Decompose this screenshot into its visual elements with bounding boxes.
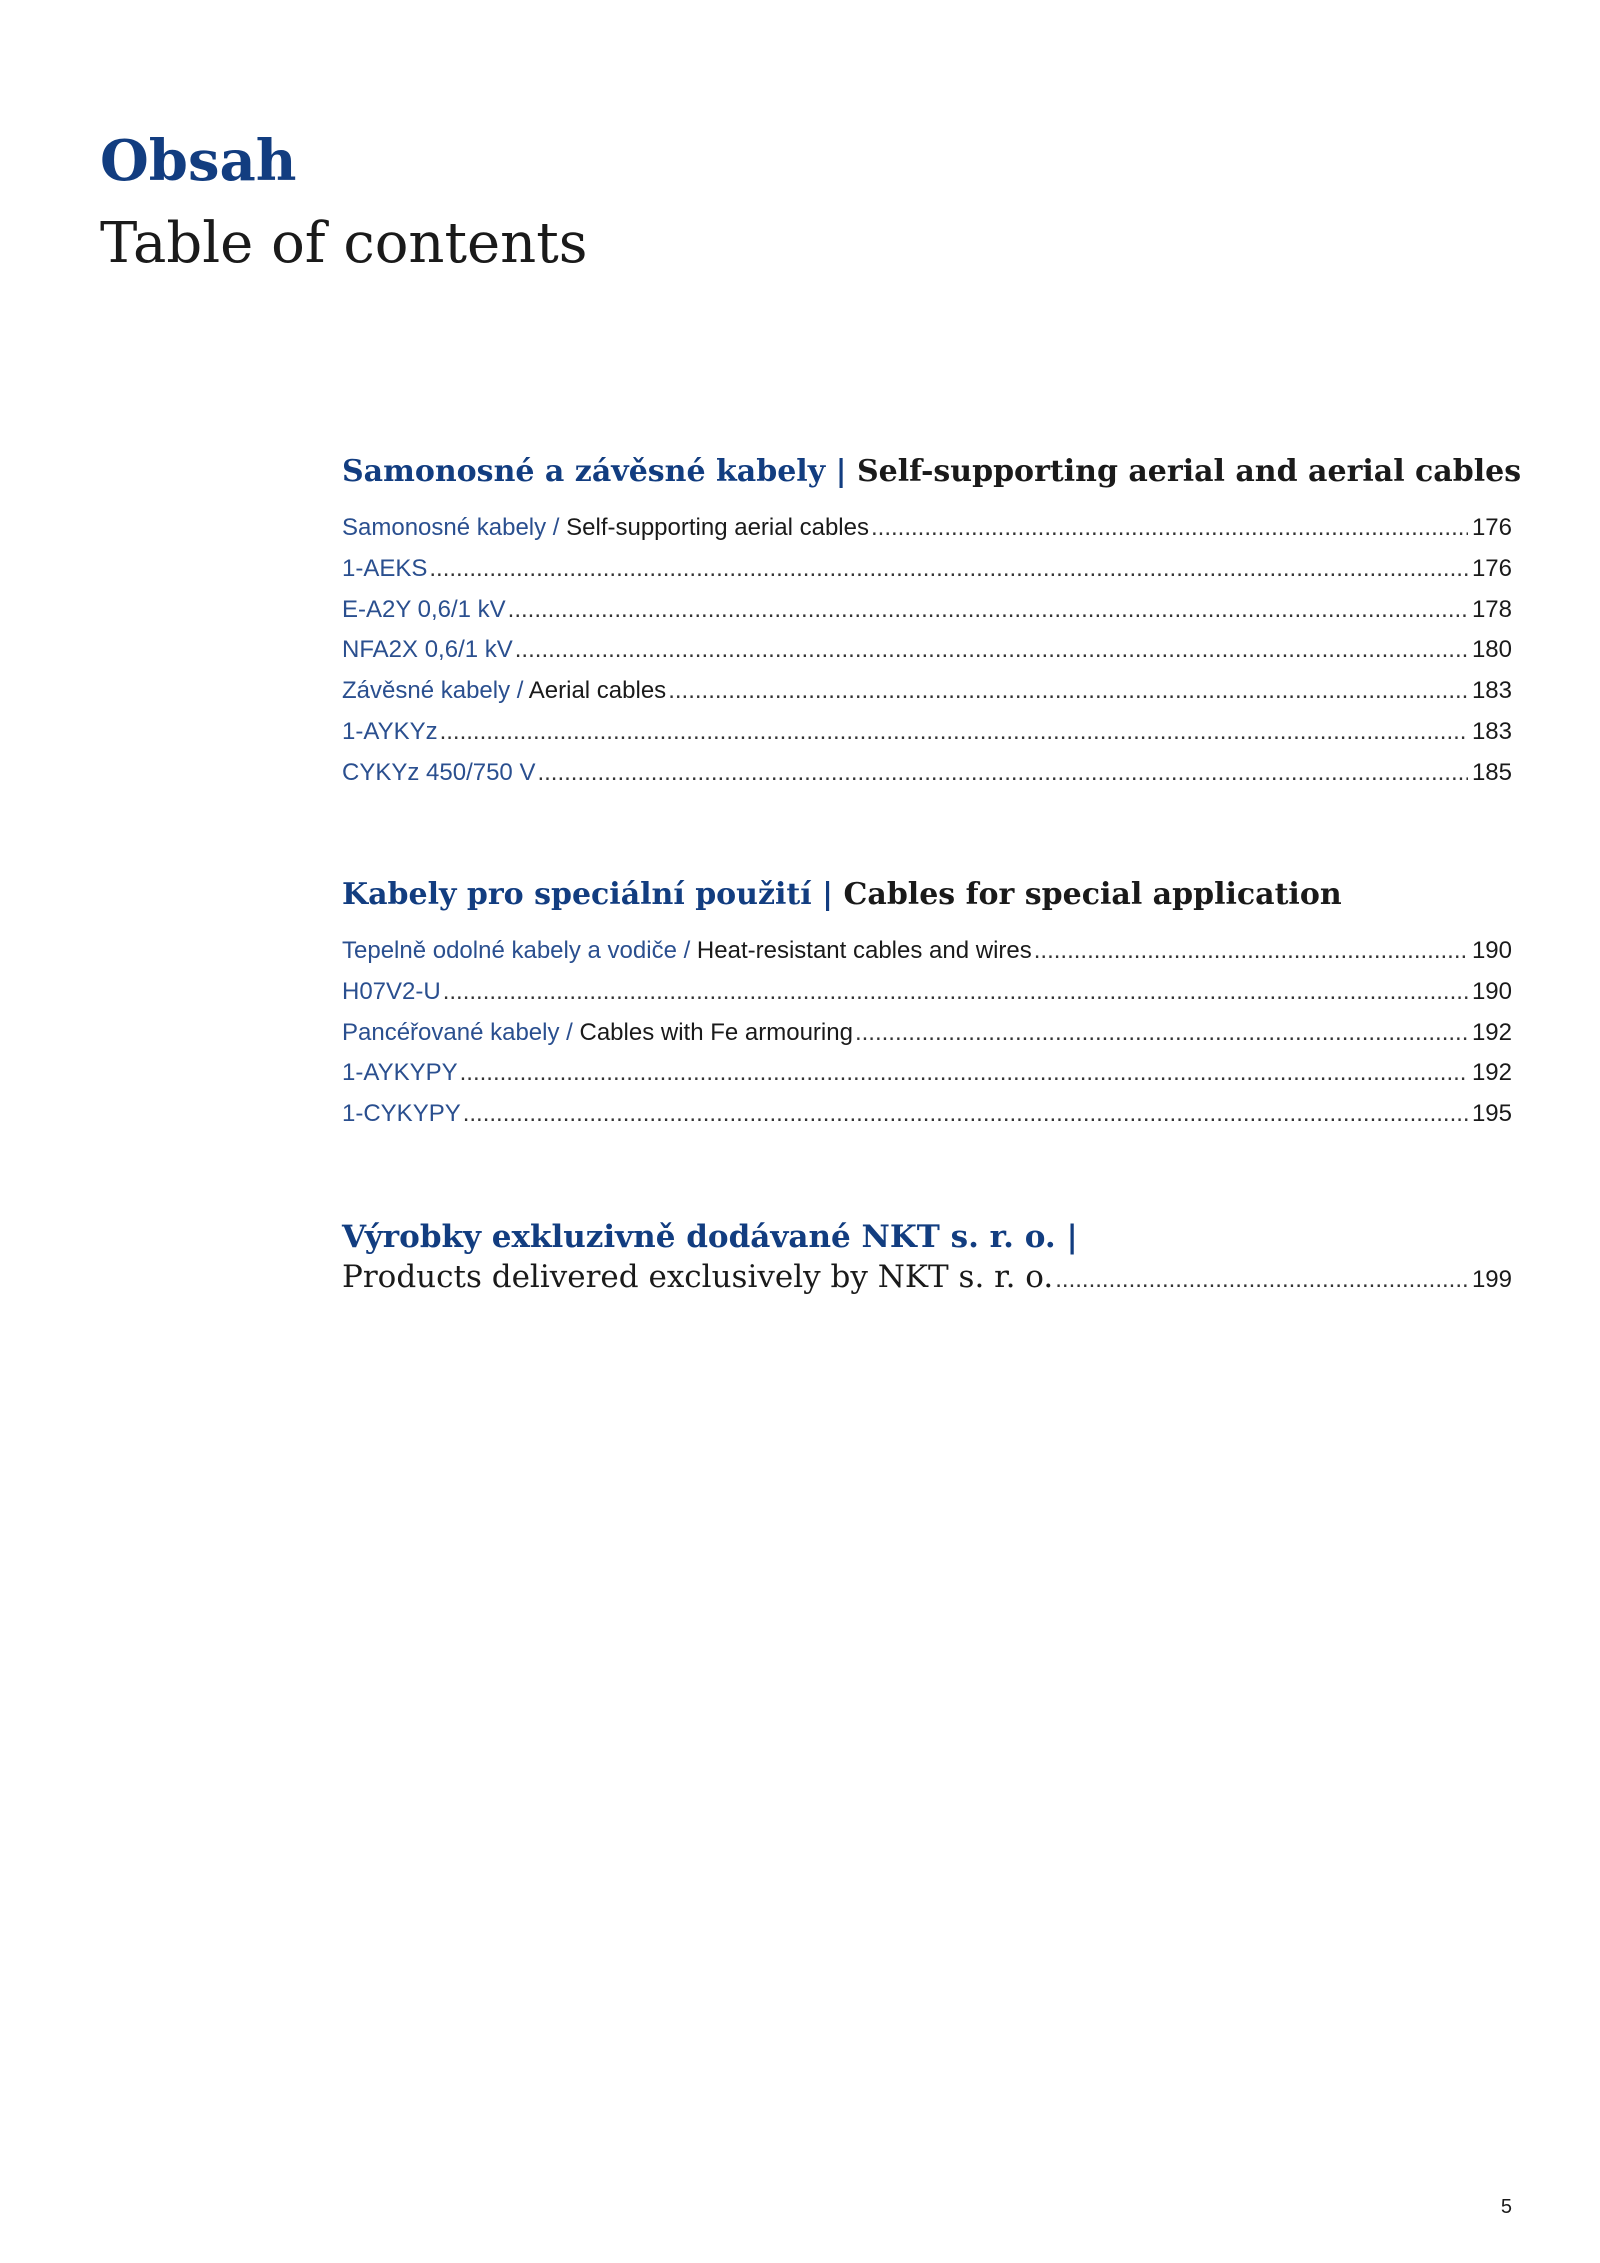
dot-leader (1034, 931, 1468, 972)
entry-page-number: 192 (1471, 1018, 1512, 1046)
section-heading-czech: Kabely pro speciální použití (342, 877, 812, 912)
section-heading (342, 1215, 1512, 1259)
toc-section-special-application (342, 873, 1512, 1135)
entry-page-number: 178 (1471, 595, 1512, 623)
toc-entry-nfa2x[interactable] (342, 630, 1512, 671)
section-heading (342, 450, 1522, 494)
toc-entry-nkt-products[interactable] (342, 1259, 1512, 1303)
toc-entry-1-cykypy[interactable] (342, 1094, 1512, 1135)
section-heading-english: Products delivered exclusively by NKT s. r. o. (342, 1259, 1054, 1295)
section-heading-english: Cables for special application (843, 877, 1342, 912)
dot-leader (1055, 1266, 1468, 1310)
entry-label-czech: 1-AYKYz (342, 717, 438, 745)
entry-label-czech: H07V2-U (342, 977, 441, 1005)
toc-entry-self-supporting-aerial-cables[interactable] (342, 508, 1512, 549)
toc-entry-list (342, 508, 1512, 794)
dot-leader (429, 549, 1468, 590)
entry-label-czech: CYKYz 450/750 V (342, 758, 536, 786)
toc-section-nkt-exclusive-products[interactable] (342, 1215, 1512, 1303)
dot-leader (508, 590, 1468, 631)
section-heading-english: Self-supporting aerial and aerial cables (856, 454, 1522, 489)
entry-page-number: 199 (1471, 1266, 1512, 1293)
dot-leader (668, 671, 1468, 712)
dot-leader (460, 1053, 1468, 1094)
entry-page-number: 180 (1471, 636, 1512, 664)
dot-leader (537, 753, 1468, 794)
entry-label-czech: Závěsné kabely / (342, 677, 529, 705)
entry-page-number: 190 (1471, 937, 1512, 964)
entry-page-number: 195 (1471, 1100, 1512, 1128)
dot-leader (871, 508, 1468, 549)
entry-page-number: 176 (1471, 514, 1512, 541)
entry-label-english: Aerial cables (528, 677, 667, 705)
toc-entry-aerial-cables[interactable] (342, 671, 1512, 712)
entry-label-czech: E-A2Y 0,6/1 kV (342, 595, 506, 623)
entry-page-number: 190 (1471, 977, 1512, 1005)
footer-page-number: 5 (1500, 2196, 1512, 2218)
section-heading (342, 873, 1512, 917)
toc-entry-cykyz[interactable] (342, 753, 1512, 794)
section-heading-czech: Výrobky exkluzivně dodávané NKT s. r. o. (342, 1219, 1056, 1255)
toc-entry-e-a2y[interactable] (342, 590, 1512, 631)
entry-label-english: Self-supporting aerial cables (566, 514, 869, 541)
entry-page-number: 183 (1471, 677, 1512, 705)
page-title-czech: Obsah (100, 128, 297, 194)
entry-page-number: 183 (1471, 717, 1512, 745)
entry-label-czech: 1-AYKYPY (342, 1059, 458, 1087)
entry-label-czech: 1-AEKS (342, 554, 428, 582)
dot-leader (443, 972, 1468, 1013)
toc-entry-1-aykyz[interactable] (342, 712, 1512, 753)
toc-entry-heat-resistant-cables[interactable] (342, 931, 1512, 972)
entry-page-number: 176 (1471, 554, 1512, 582)
section-heading-separator: | (822, 877, 834, 912)
entry-label-czech: Pancéřované kabely / (342, 1018, 580, 1046)
dot-leader (463, 1094, 1468, 1135)
page-title-english: Table of contents (100, 211, 588, 276)
entry-page-number: 185 (1471, 758, 1512, 786)
section-heading-separator: | (835, 454, 847, 489)
toc-entry-h07v2-u[interactable] (342, 972, 1512, 1013)
entry-label-english: Heat-resistant cables and wires (696, 937, 1032, 964)
toc-entry-fe-armouring[interactable] (342, 1013, 1512, 1054)
entry-page-number: 192 (1471, 1059, 1512, 1087)
entry-label-czech: Samonosné kabely / (342, 514, 567, 541)
entry-label-czech: 1-CYKYPY (342, 1100, 461, 1128)
section-heading-separator: | (1066, 1219, 1078, 1255)
dot-leader (515, 630, 1468, 671)
section-heading-czech: Samonosné a závěsné kabely (342, 454, 826, 489)
dot-leader (440, 712, 1468, 753)
toc-entry-1-aykypy[interactable] (342, 1053, 1512, 1094)
toc-entry-list (342, 931, 1512, 1135)
entry-label-czech: NFA2X 0,6/1 kV (342, 636, 513, 664)
entry-label-english: Cables with Fe armouring (579, 1018, 853, 1046)
dot-leader (855, 1013, 1468, 1054)
entry-label-czech: Tepelně odolné kabely a vodiče / (342, 937, 697, 964)
toc-entry-1-aeks[interactable] (342, 549, 1512, 590)
toc-section-aerial-cables (342, 450, 1522, 794)
